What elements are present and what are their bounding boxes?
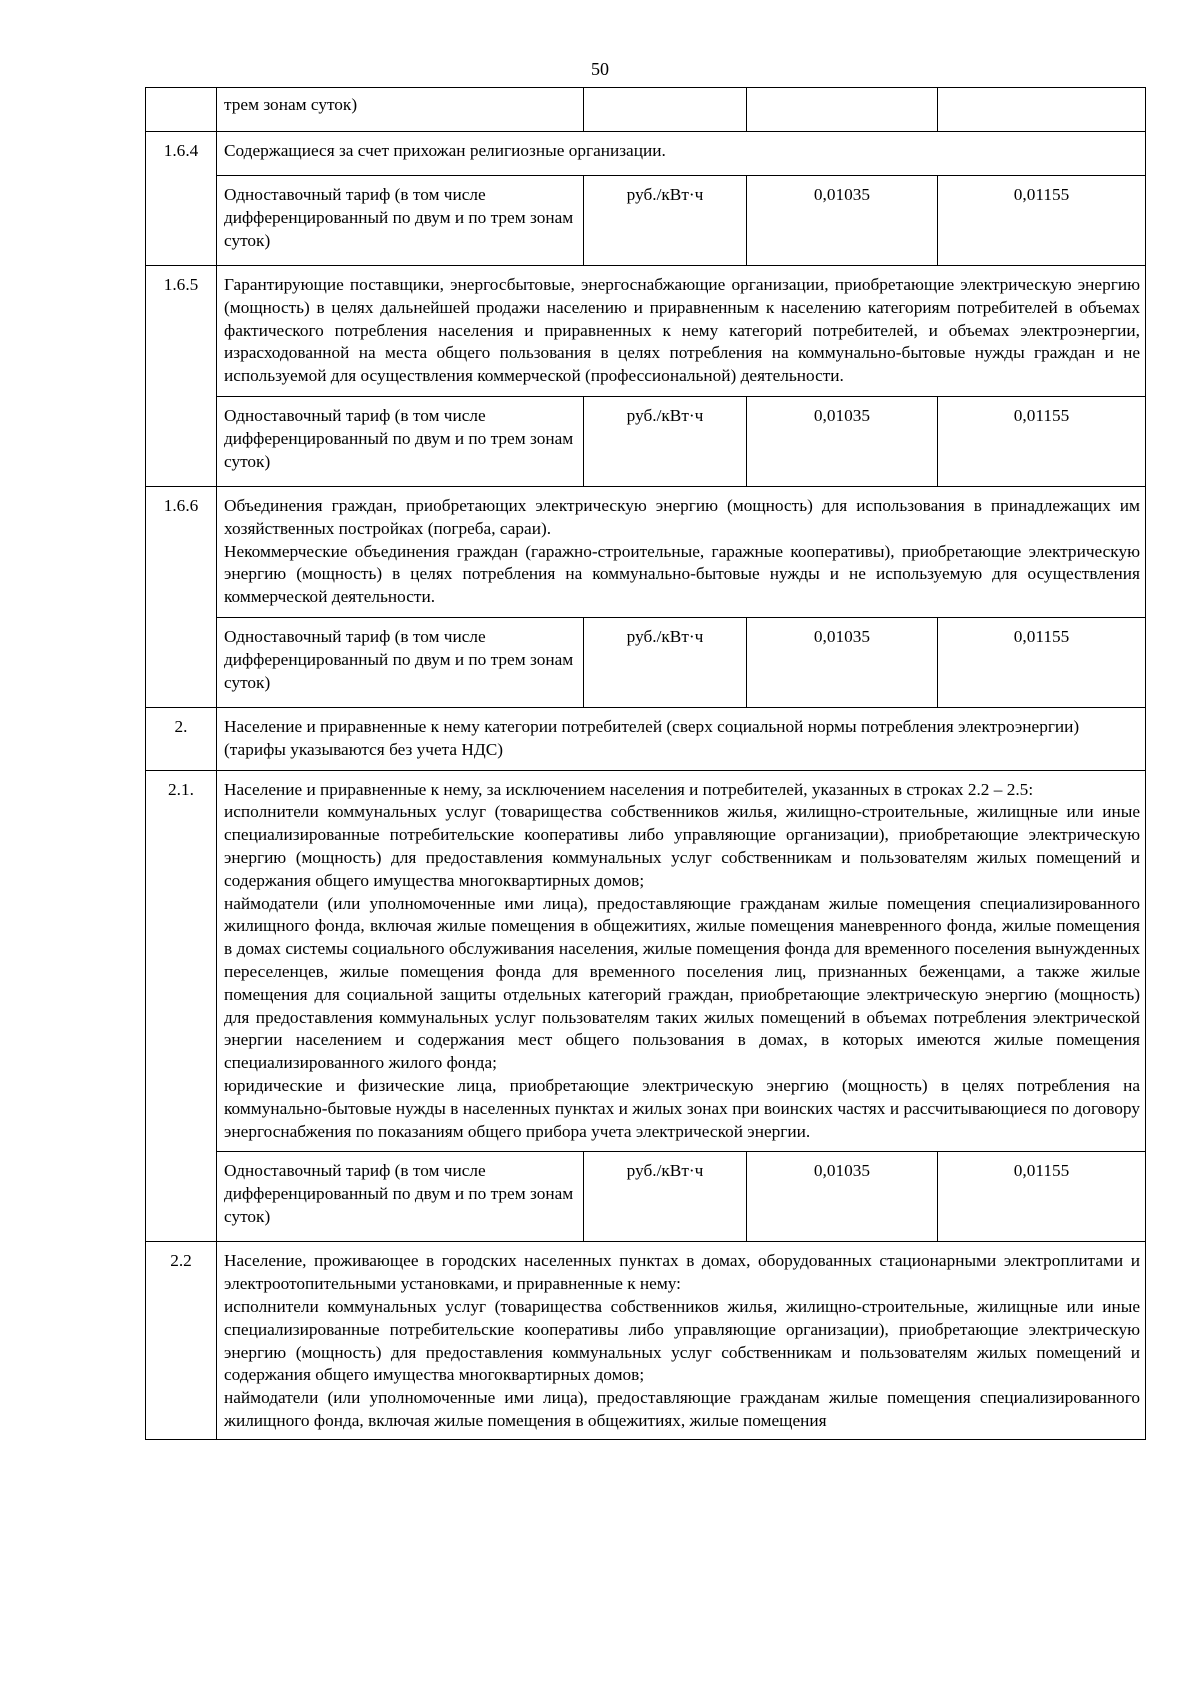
description-paragraph: Население, проживающее в городских населенных пунктах в домах, оборудованных стационарными электроплитами и электроотопительными установками, и приравненные к нему:: [224, 1251, 1140, 1294]
tariff-value-2: 0,01155: [938, 1152, 1146, 1242]
tariff-label: Одноставочный тариф (в том числе дифференцированный по двум и по трем зонам суток): [217, 176, 584, 266]
tariff-unit: руб./кВт·ч: [584, 1152, 747, 1242]
tariff-unit: руб./кВт·ч: [584, 396, 747, 486]
page-number: 50: [591, 59, 609, 79]
tariff-label: Одноставочный тариф (в том числе дифференцированный по двум и по трем зонам суток): [217, 1152, 584, 1242]
row-description: [217, 707, 1146, 770]
tariff-label-cell: трем зонам суток): [217, 88, 584, 132]
tariff-row: [146, 617, 1146, 707]
table-row-2-2: [146, 1242, 1146, 1439]
table-row-1-6-5: [146, 266, 1146, 397]
row-number: 1.6.6: [146, 486, 217, 707]
description-paragraph: Население и приравненные к нему категории потребителей (сверх социальной нормы потребления электроэнергии) (тарифы указываются без учета НДС): [224, 716, 1080, 759]
row-number: 1.6.4: [146, 132, 217, 266]
tariff-value-2: 0,01155: [938, 176, 1146, 266]
description-paragraph: Население и приравненные к нему, за исключением населения и потребителей, указанных в строках 2.2 – 2.5:: [224, 779, 1034, 799]
tariff-value-1: 0,01035: [747, 1152, 938, 1242]
value-cell-2: [938, 88, 1146, 132]
tariff-value-1: 0,01035: [747, 176, 938, 266]
description-paragraph: Некоммерческие объединения граждан (гаражно-строительные, гаражные кооперативы), приобретающие электрическую энергию (мощность) в целях потребления на коммунально-бытовые нужды и не используемую для осуществления коммерческой деятельности.: [224, 541, 1140, 607]
description-paragraph: Объединения граждан, приобретающих электрическую энергию (мощность) для использования в принадлежащих им хозяйственных постройках (погреба, сараи).: [224, 495, 1140, 538]
row-description: [217, 132, 1146, 176]
description-paragraph: наймодатели (или уполномоченные ими лица), предоставляющие гражданам жилые помещения специализированного жилищного фонда, включая жилые помещения в общежитиях, жилые помещения маневренного фонда, жилые помещения в домах системы социального обслуживания населения, жилые помещения фонда для временного поселения вынужденных переселенцев, жилые помещения фонда для временного поселения лиц, признанных беженцами, а также жилые помещения для социальной защиты отдельных категорий граждан, приобретающие электрическую энергию (мощность) для предоставления коммунальных услуг пользователям таких жилых помещений в объемах потребления электрической энергии населением и содержания мест общего пользования в домах, в которых имеются жилые помещения специализированного жилого фонда;: [224, 893, 1140, 1073]
tariff-value-1: 0,01035: [747, 617, 938, 707]
row-description: [217, 1242, 1146, 1439]
unit-cell: [584, 88, 747, 132]
tariff-row: [146, 396, 1146, 486]
description-paragraph: наймодатели (или уполномоченные ими лица), предоставляющие гражданам жилые помещения специализированного жилищного фонда, включая жилые помещения в общежитиях, жилые помещения: [224, 1388, 1140, 1430]
tariff-label: Одноставочный тариф (в том числе дифференцированный по двум и по трем зонам суток): [217, 396, 584, 486]
description-paragraph: Содержащиеся за счет прихожан религиозные организации.: [224, 141, 666, 160]
table-row-2: [146, 707, 1146, 770]
description-paragraph: юридические и физические лица, приобретающие электрическую энергию (мощность) в целях потребления на коммунально-бытовые нужды в населенных пунктах и жилых зонах при воинских частях и рассчитывающиеся по договору энергоснабжения по показаниям общего прибора учета электрической энергии.: [224, 1075, 1140, 1141]
row-number: 2.: [146, 707, 217, 770]
tariff-unit: руб./кВт·ч: [584, 176, 747, 266]
tariff-value-2: 0,01155: [938, 617, 1146, 707]
tariff-value-2: 0,01155: [938, 396, 1146, 486]
table-row-2-1: [146, 770, 1146, 1152]
tariff-label: Одноставочный тариф (в том числе дифференцированный по двум и по трем зонам суток): [217, 617, 584, 707]
tariff-row: [146, 176, 1146, 266]
table-row-continuation: [146, 88, 1146, 132]
row-number-cell: [146, 88, 217, 132]
row-number: 2.2: [146, 1242, 217, 1439]
row-number: 2.1.: [146, 770, 217, 1242]
row-description: [217, 770, 1146, 1152]
description-paragraph: исполнители коммунальных услуг (товарищества собственников жилья, жилищно-строительные, жилищные или иные специализированные потребительские кооперативы либо управляющие организации), приобретающие электрическую энергию (мощность) для предоставления коммунальных услуг собственникам и пользователям жилых помещений и содержания общего имущества многоквартирных домов;: [224, 802, 1140, 890]
tariff-unit: руб./кВт·ч: [584, 617, 747, 707]
row-description: [217, 266, 1146, 397]
tariff-row: [146, 1152, 1146, 1242]
description-paragraph: исполнители коммунальных услуг (товарищества собственников жилья, жилищно-строительные, жилищные или иные специализированные потребительские кооперативы либо управляющие организации), приобретающие электрическую энергию (мощность) для предоставления коммунальных услуг собственникам и пользователям жилых помещений и содержания общего имущества многоквартирных домов;: [224, 1296, 1140, 1385]
value-cell-1: [747, 88, 938, 132]
tariff-table: [145, 87, 1146, 1440]
table-row-1-6-6: [146, 486, 1146, 617]
tariff-value-1: 0,01035: [747, 396, 938, 486]
table-row-1-6-4: [146, 132, 1146, 176]
row-number: 1.6.5: [146, 266, 217, 487]
description-paragraph: Гарантирующие поставщики, энергосбытовые, энергоснабжающие организации, приобретающие электрическую энергию (мощность) в целях дальнейшей продажи населению и приравненным к населению категориям потребителей в объемах фактического потребления населения и приравненных к нему категорий потребителей, и объемах электроэнергии, израсходованной на места общего пользования в целях потребления на коммунально-бытовые нужды граждан и не используемой для осуществления коммерческой (профессиональной) деятельности.: [224, 275, 1140, 386]
row-description: [217, 486, 1146, 617]
